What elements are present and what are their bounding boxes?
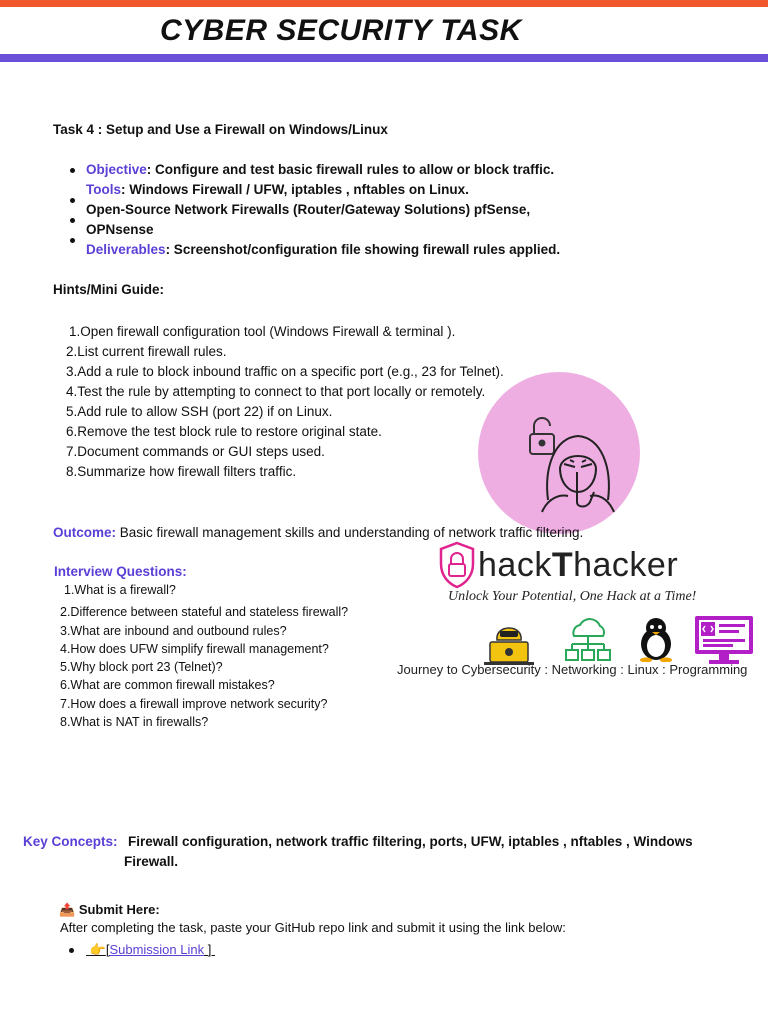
key-concepts-label: Key Concepts: — [23, 834, 118, 849]
tools-label: Tools — [86, 182, 121, 197]
interview-item: 1.What is a firewall? — [64, 583, 176, 597]
interview-title: Interview Questions: — [54, 564, 187, 579]
outcome-label: Outcome: — [53, 525, 117, 540]
task-heading: Task 4 : Setup and Use a Firewall on Windows/Linux — [53, 122, 388, 137]
brand-name — [478, 546, 678, 585]
hint-item: 7.Document commands or GUI steps used. — [66, 444, 325, 459]
hacker-illustration — [478, 372, 640, 534]
interview-item: 6.What are common firewall mistakes? — [60, 678, 275, 693]
bullet — [70, 198, 75, 203]
submit-instructions: After completing the task, paste your GitHub repo link and submit it using the link below: — [60, 920, 566, 935]
open-source-line-1: Open-Source Network Firewalls (Router/Gateway Solutions) pfSense, — [86, 202, 531, 217]
header-divider-bar — [0, 54, 768, 62]
interview-item: 8.What is NAT in firewalls? — [60, 715, 209, 730]
interview-item: 5.Why block port 23 (Telnet)? — [60, 660, 223, 675]
key-concepts-line-2: Firewall. — [124, 854, 179, 869]
interview-item: 3.What are inbound and outbound rules? — [60, 623, 287, 638]
top-accent-bar — [0, 0, 768, 7]
submit-title-line — [59, 901, 160, 919]
bullet — [70, 168, 75, 173]
objective-line — [86, 160, 554, 180]
tools-text: : Windows Firewall / UFW, iptables , nftables on Linux. — [121, 182, 469, 197]
open-source-line-2: OPNsense — [86, 222, 154, 237]
hint-item: 3.Add a rule to block inbound traffic on a specific port (e.g., 23 for Telnet). — [66, 364, 504, 379]
hint-item: 1.Open firewall configuration tool (Windows Firewall & terminal ). — [69, 324, 456, 339]
bullet — [70, 218, 75, 223]
hint-item: 4.Test the rule by attempting to connect to that port locally or remotely. — [66, 384, 486, 399]
pointing-hand-icon: 👉 — [89, 942, 106, 957]
hints-title: Hints/Mini Guide: — [53, 282, 164, 297]
linux-penguin-icon — [634, 616, 678, 667]
lock-icon — [530, 418, 554, 454]
deliverables-line — [86, 240, 560, 260]
bullet — [69, 948, 74, 953]
hint-item: 8.Summarize how firewall filters traffic. — [66, 464, 297, 479]
tools-line — [86, 180, 469, 200]
page-title: CYBER SECURITY TASK — [160, 14, 522, 47]
brand-journey: Journey to Cybersecurity : Networking : Linux : Programming — [397, 662, 748, 677]
objective-text: : Configure and test basic firewall rules to allow or block traffic. — [146, 162, 555, 177]
hacker-icon — [542, 436, 614, 512]
hint-item: 5.Add rule to allow SSH (port 22) if on Linux. — [66, 404, 333, 419]
brand-name-T: T — [551, 546, 574, 584]
brand-name-left: hack — [478, 546, 552, 584]
brand-name-right: hacker — [573, 546, 679, 584]
objective-label: Objective — [86, 162, 147, 177]
submission-link[interactable]: Submission Link — [109, 942, 205, 957]
shield-lock-icon — [437, 540, 477, 595]
hints-list — [66, 322, 504, 482]
brand-tagline: Unlock Your Potential, One Hack at a Time! — [448, 589, 697, 604]
interview-item: 7.How does a firewall improve network security? — [60, 696, 328, 711]
hint-item: 6.Remove the test block rule to restore original state. — [66, 424, 382, 439]
bullet — [70, 238, 75, 243]
interview-item: 2.Difference between stateful and stateless firewall? — [60, 605, 349, 620]
submit-title: Submit Here: — [78, 902, 160, 917]
key-concepts-line-1: Firewall configuration, network traffic filtering, ports, UFW, iptables , nftables , Windows — [128, 834, 693, 849]
interview-item: 4.How does UFW simplify firewall management? — [60, 641, 329, 656]
outbox-icon: 📤 — [59, 902, 76, 917]
outcome-text: Basic firewall management skills and understanding of network traffic filtering. — [116, 525, 584, 540]
deliverables-label: Deliverables — [86, 242, 166, 257]
interview-list — [60, 581, 348, 731]
outcome-line — [53, 523, 583, 543]
deliverables-text: : Screenshot/configuration file showing firewall rules applied. — [165, 242, 561, 257]
submission-link-item: 👉[Submission Link ] — [86, 941, 215, 959]
hint-item: 2.List current firewall rules. — [66, 344, 227, 359]
